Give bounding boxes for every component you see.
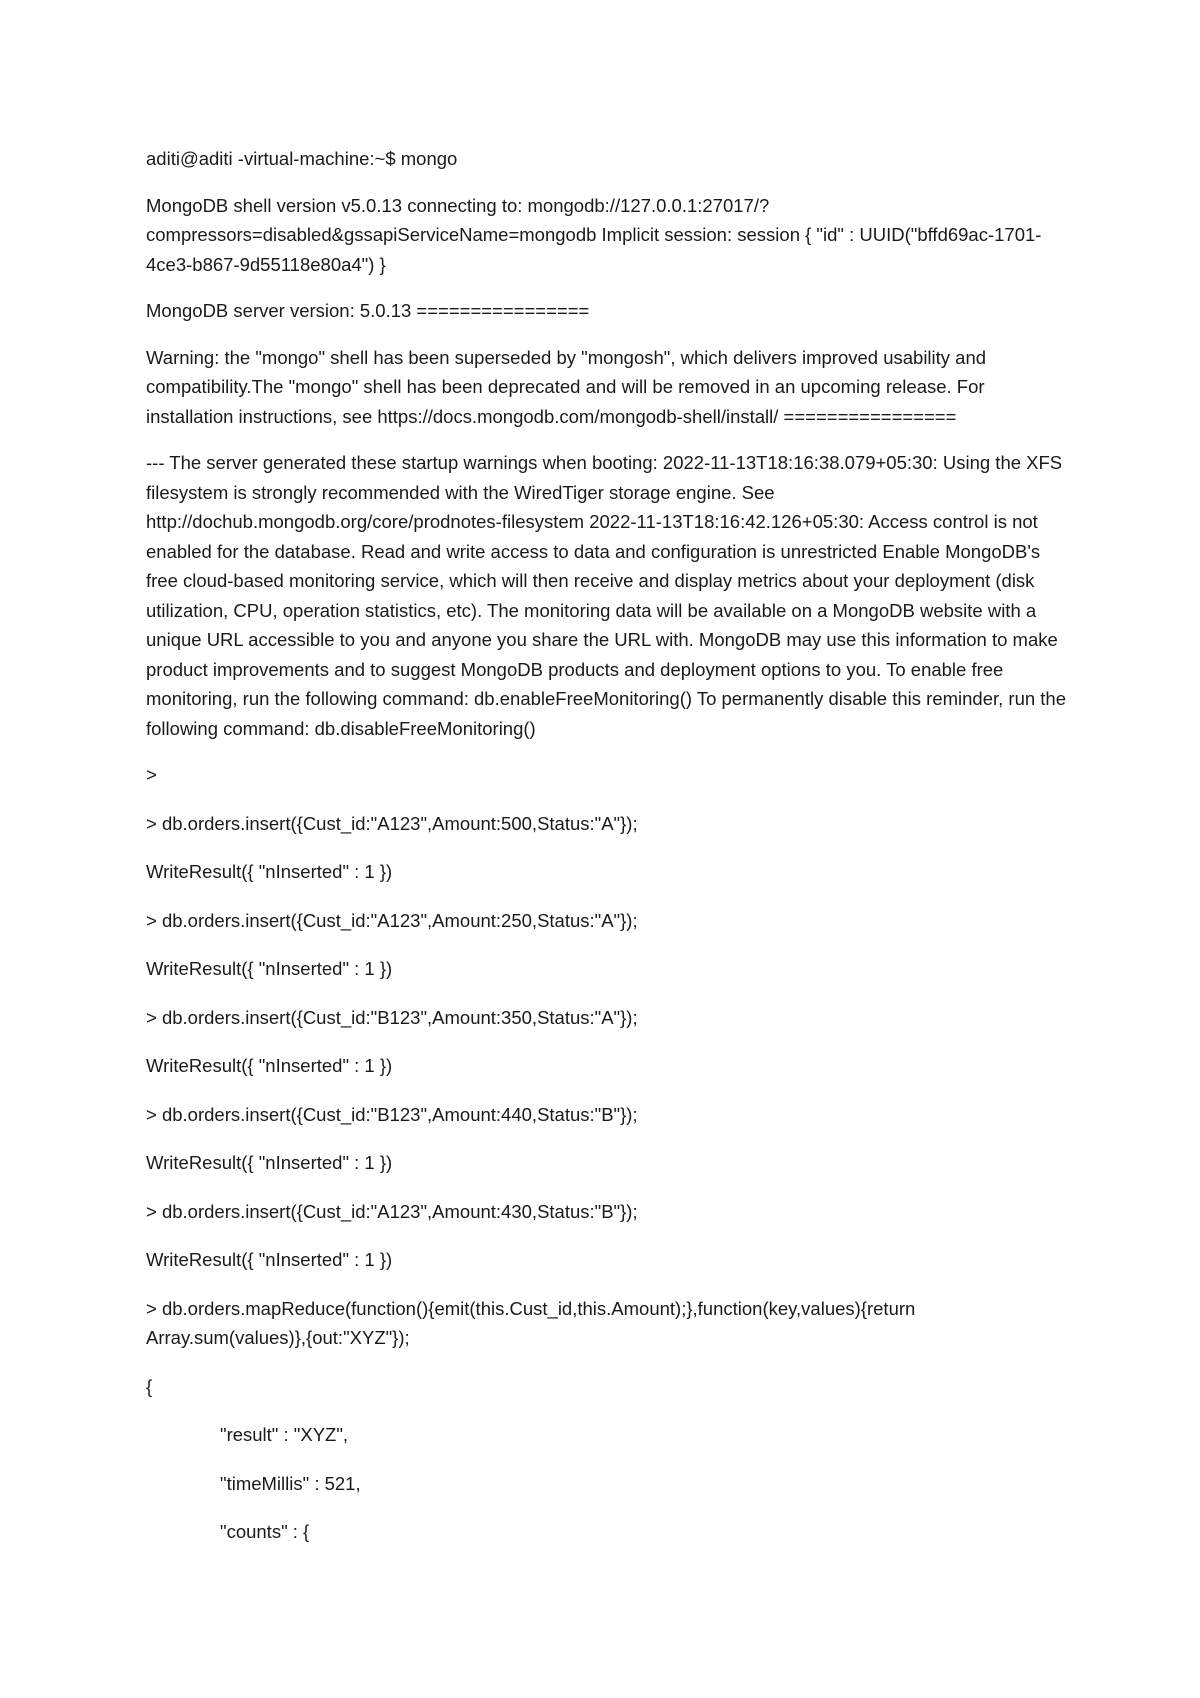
write-result-line: WriteResult({ "nInserted" : 1 }) <box>146 861 393 882</box>
document-body <box>146 144 1066 1566</box>
insert-command-line: > db.orders.insert({Cust_id:"B123",Amount:440,Status:"B"}); <box>146 1103 638 1125</box>
write-result-line: WriteResult({ "nInserted" : 1 }) <box>146 1249 393 1270</box>
write-result-line: WriteResult({ "nInserted" : 1 }) <box>146 1152 393 1173</box>
timemillis-field-line: "timeMillis" : 521, <box>220 1472 361 1494</box>
result-open-brace: { <box>146 1375 153 1397</box>
startup-warnings-paragraph: --- The server generated these startup warnings when booting: 2022-11-13T18:16:38.079+05:30: Using the XFS filesystem is strongly recommended with the WiredTiger storage engine. See http://dochub.mongodb.org/core/prodnotes-filesystem 2022-11-13T18:16:42.126+05:30: Access control is not enabled for the database. Read and write access to data and configuration is unrestricted Enable MongoDB's free cloud-based monitoring service, which will then receive and display metrics about your deployment (disk utilization, CPU, operation statistics, etc). The monitoring data will be available on a MongoDB website with a unique URL accessible to you and anyone you share the URL with. MongoDB may use this information to make product improvements and to suggest MongoDB products and deployment options to you. To enable free monitoring, run the following command: db.enableFreeMonitoring() To permanently disable this reminder, run the following command: db.disableFreeMonitoring() <box>146 452 1067 739</box>
insert-command-line: > db.orders.insert({Cust_id:"A123",Amount:250,Status:"A"}); <box>146 909 638 931</box>
deprecation-warning-paragraph: Warning: the "mongo" shell has been superseded by "mongosh", which delivers improved usability and compatibility.The "mongo" shell has been deprecated and will be removed in an upcoming release. For installation instructions, see https://docs.mongodb.com/mongodb-shell/install/ ================ <box>146 346 987 427</box>
empty-prompt-line: > <box>146 764 157 785</box>
write-result-line: WriteResult({ "nInserted" : 1 }) <box>146 1055 393 1076</box>
insert-command-line: > db.orders.insert({Cust_id:"A123",Amount:430,Status:"B"}); <box>146 1200 638 1222</box>
result-field-line: "result" : "XYZ", <box>220 1424 349 1445</box>
insert-command-line: > db.orders.insert({Cust_id:"A123",Amount:500,Status:"A"}); <box>146 812 638 834</box>
mapreduce-command-paragraph: > db.orders.mapReduce(function(){emit(this.Cust_id,this.Amount);},function(key,values){return Array.sum(values)},{out:"XYZ"}); <box>146 1297 916 1348</box>
server-version-paragraph: MongoDB server version: 5.0.13 ================ <box>146 300 590 321</box>
counts-field-line: "counts" : { <box>220 1521 310 1542</box>
write-result-line: WriteResult({ "nInserted" : 1 }) <box>146 958 393 979</box>
insert-command-line: > db.orders.insert({Cust_id:"B123",Amount:350,Status:"A"}); <box>146 1006 638 1028</box>
shell-version-paragraph: MongoDB shell version v5.0.13 connecting to: mongodb://127.0.0.1:27017/?compressors=disabled&gssapiServiceName=mongodb Implicit session: session { "id" : UUID("bffd69ac-1701-4ce3-b867-9d55118e80a4") } <box>146 194 1042 275</box>
shell-prompt-line: aditi@aditi -virtual-machine:~$ mongo <box>146 148 458 169</box>
